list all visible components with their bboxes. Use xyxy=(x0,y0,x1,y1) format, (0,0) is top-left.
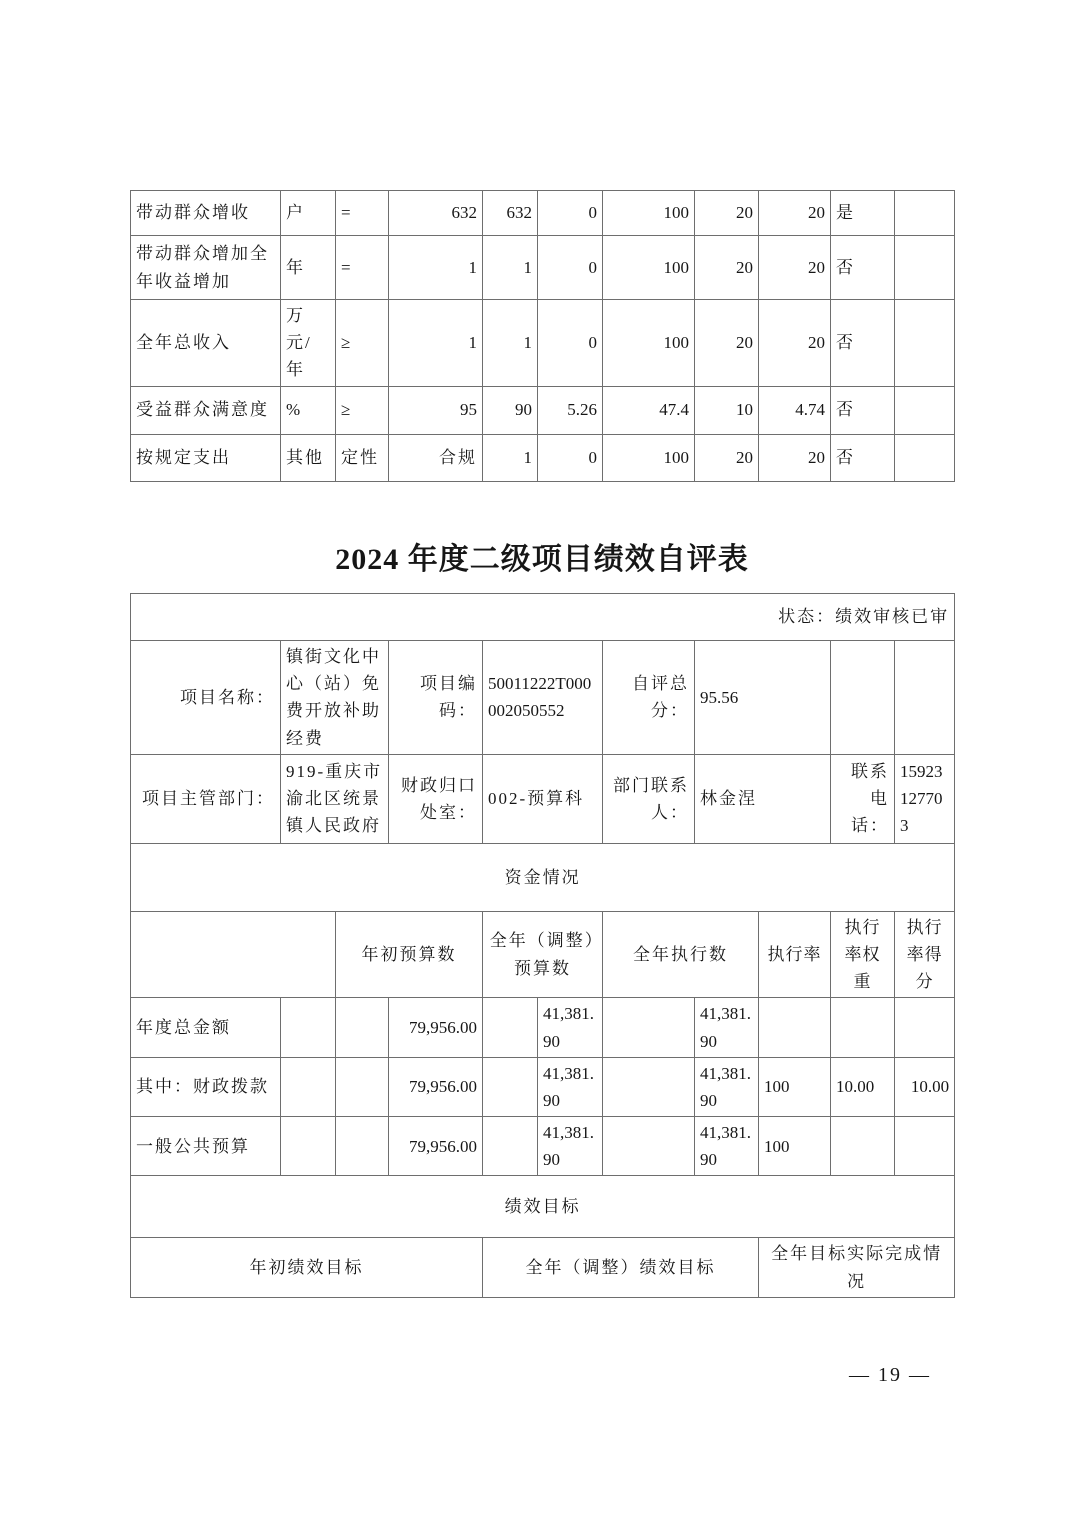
cell-flag: 是 xyxy=(831,191,895,236)
funding-weight: 10.00 xyxy=(831,1057,895,1116)
cell-empty xyxy=(281,998,336,1057)
cell-deviation: 0 xyxy=(538,300,603,387)
cell-deviation: 0 xyxy=(538,191,603,236)
cell-empty xyxy=(895,300,955,387)
funding-label: 一般公共预算 xyxy=(131,1117,281,1176)
funding-rate: 100 xyxy=(759,1117,831,1176)
cell-deviation: 5.26 xyxy=(538,386,603,434)
funding-label: 其中：财政拨款 xyxy=(131,1057,281,1116)
project-code-label: 项目编码： xyxy=(389,641,483,755)
dept-info-row xyxy=(131,754,955,843)
cell-name: 按规定支出 xyxy=(131,434,281,481)
cell-empty xyxy=(603,1057,695,1116)
funding-weight xyxy=(831,1117,895,1176)
cell-empty xyxy=(895,434,955,481)
cell-empty xyxy=(281,1057,336,1116)
finance-office-label: 财政归口处室： xyxy=(389,754,483,843)
goals-header-adjusted: 全年（调整）绩效目标 xyxy=(483,1238,759,1297)
cell-weight: 20 xyxy=(695,236,759,300)
project-name-label: 项目名称： xyxy=(131,641,281,755)
funding-executed: 41,381.90 xyxy=(695,998,759,1057)
cell-actual: 1 xyxy=(483,434,538,481)
cell-empty xyxy=(895,641,955,755)
cell-flag: 否 xyxy=(831,236,895,300)
funding-rate xyxy=(759,998,831,1057)
cell-actual: 90 xyxy=(483,386,538,434)
funding-section-row xyxy=(131,843,955,911)
funding-label: 年度总金额 xyxy=(131,998,281,1057)
indicator-row xyxy=(131,386,955,434)
cell-empty xyxy=(483,998,538,1057)
cell-rate: 100 xyxy=(603,300,695,387)
funding-adjusted: 41,381.90 xyxy=(538,998,603,1057)
cell-empty xyxy=(831,641,895,755)
funding-row xyxy=(131,1117,955,1176)
self-eval-table xyxy=(130,593,955,1298)
project-code-value: 50011222T000002050552 xyxy=(483,641,603,755)
cell-operator: ≥ xyxy=(336,386,389,434)
cell-empty xyxy=(281,1117,336,1176)
self-score-value: 95.56 xyxy=(695,641,831,755)
indicator-row xyxy=(131,300,955,387)
indicator-table xyxy=(130,190,955,482)
project-name-value: 镇街文化中心（站）免费开放补助经费 xyxy=(281,641,389,755)
cell-actual: 632 xyxy=(483,191,538,236)
cell-empty xyxy=(336,998,389,1057)
status-text: 状态：绩效审核已审 xyxy=(131,594,955,641)
contact-label: 部门联系人： xyxy=(603,754,695,843)
dept-label: 项目主管部门： xyxy=(131,754,281,843)
cell-target: 合规 xyxy=(389,434,483,481)
goals-header-initial: 年初绩效目标 xyxy=(131,1238,483,1297)
phone-value: 15923127703 xyxy=(895,754,955,843)
funding-header-initial: 年初预算数 xyxy=(336,911,483,998)
cell-rate: 100 xyxy=(603,434,695,481)
status-row xyxy=(131,594,955,641)
funding-initial: 79,956.00 xyxy=(389,998,483,1057)
cell-empty xyxy=(131,911,336,998)
goals-section-title: 绩效目标 xyxy=(131,1176,955,1238)
funding-header-adjusted: 全年（调整）预算数 xyxy=(483,911,603,998)
cell-empty xyxy=(603,1117,695,1176)
funding-header-row xyxy=(131,911,955,998)
cell-empty xyxy=(895,191,955,236)
cell-rate: 100 xyxy=(603,236,695,300)
cell-target: 1 xyxy=(389,300,483,387)
indicator-row xyxy=(131,191,955,236)
cell-deviation: 0 xyxy=(538,434,603,481)
cell-name: 受益群众满意度 xyxy=(131,386,281,434)
cell-operator: = xyxy=(336,191,389,236)
funding-header-rate-score: 执行率得分 xyxy=(895,911,955,998)
funding-executed: 41,381.90 xyxy=(695,1057,759,1116)
cell-empty xyxy=(336,1117,389,1176)
funding-initial: 79,956.00 xyxy=(389,1057,483,1116)
finance-office-value: 002-预算科 xyxy=(483,754,603,843)
cell-flag: 否 xyxy=(831,386,895,434)
funding-adjusted: 41,381.90 xyxy=(538,1117,603,1176)
page-number: — 19 — xyxy=(849,1364,931,1386)
cell-operator: = xyxy=(336,236,389,300)
cell-weight: 20 xyxy=(695,300,759,387)
cell-empty xyxy=(483,1117,538,1176)
funding-row xyxy=(131,1057,955,1116)
cell-operator: 定性 xyxy=(336,434,389,481)
goals-header-actual: 全年目标实际完成情况 xyxy=(759,1238,955,1297)
cell-empty xyxy=(603,998,695,1057)
cell-operator: ≥ xyxy=(336,300,389,387)
funding-adjusted: 41,381.90 xyxy=(538,1057,603,1116)
cell-unit: 年 xyxy=(281,236,336,300)
dept-value: 919-重庆市渝北区统景镇人民政府 xyxy=(281,754,389,843)
cell-score: 20 xyxy=(759,236,831,300)
cell-empty xyxy=(336,1057,389,1116)
cell-score: 20 xyxy=(759,300,831,387)
goals-section-row xyxy=(131,1176,955,1238)
funding-header-executed: 全年执行数 xyxy=(603,911,759,998)
funding-weight xyxy=(831,998,895,1057)
cell-unit: 户 xyxy=(281,191,336,236)
funding-executed: 41,381.90 xyxy=(695,1117,759,1176)
indicator-row xyxy=(131,236,955,300)
cell-weight: 20 xyxy=(695,434,759,481)
cell-flag: 否 xyxy=(831,434,895,481)
contact-value: 林金涅 xyxy=(695,754,831,843)
indicator-row xyxy=(131,434,955,481)
cell-target: 632 xyxy=(389,191,483,236)
cell-flag: 否 xyxy=(831,300,895,387)
funding-score xyxy=(895,998,955,1057)
funding-header-rate: 执行率 xyxy=(759,911,831,998)
funding-rate: 100 xyxy=(759,1057,831,1116)
cell-score: 20 xyxy=(759,191,831,236)
cell-target: 1 xyxy=(389,236,483,300)
cell-weight: 10 xyxy=(695,386,759,434)
cell-name: 全年总收入 xyxy=(131,300,281,387)
project-info-row xyxy=(131,641,955,755)
cell-unit: 其他 xyxy=(281,434,336,481)
cell-actual: 1 xyxy=(483,236,538,300)
cell-rate: 100 xyxy=(603,191,695,236)
cell-empty xyxy=(895,386,955,434)
funding-row xyxy=(131,998,955,1057)
cell-actual: 1 xyxy=(483,300,538,387)
phone-label: 联系电话： xyxy=(831,754,895,843)
cell-empty xyxy=(483,1057,538,1116)
cell-weight: 20 xyxy=(695,191,759,236)
cell-rate: 47.4 xyxy=(603,386,695,434)
page-title: 2024 年度二级项目绩效自评表 xyxy=(335,543,749,576)
cell-name: 带动群众增加全年收益增加 xyxy=(131,236,281,300)
self-score-label: 自评总分： xyxy=(603,641,695,755)
funding-score xyxy=(895,1117,955,1176)
funding-section-title: 资金情况 xyxy=(131,843,955,911)
cell-name: 带动群众增收 xyxy=(131,191,281,236)
cell-unit: % xyxy=(281,386,336,434)
funding-score: 10.00 xyxy=(895,1057,955,1116)
goals-header-row xyxy=(131,1238,955,1297)
funding-header-rate-weight: 执行率权重 xyxy=(831,911,895,998)
cell-score: 20 xyxy=(759,434,831,481)
cell-unit: 万元/年 xyxy=(281,300,336,387)
cell-target: 95 xyxy=(389,386,483,434)
funding-initial: 79,956.00 xyxy=(389,1117,483,1176)
cell-score: 4.74 xyxy=(759,386,831,434)
cell-deviation: 0 xyxy=(538,236,603,300)
cell-empty xyxy=(895,236,955,300)
